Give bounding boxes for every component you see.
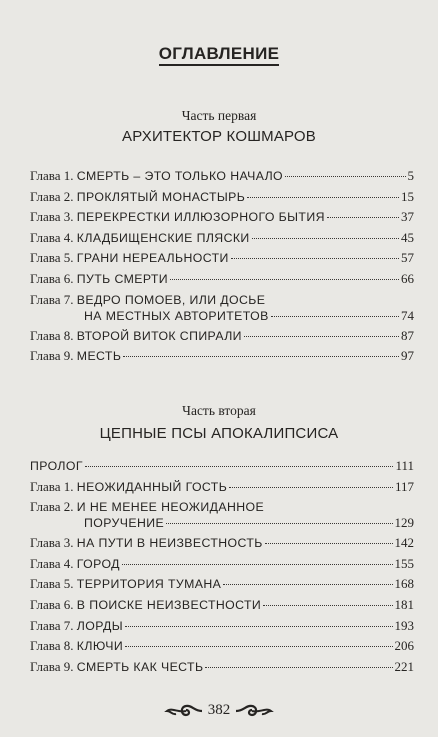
page-ref: 129 [394,515,414,531]
page-title: ОГЛАВЛЕНИЕ [0,44,438,64]
toc-entry [30,657,414,678]
dot-leader [327,217,399,218]
chapter-title: СМЕРТЬ КАК ЧЕСТЬ [76,659,204,674]
dot-leader [285,176,405,177]
dot-leader [125,646,392,647]
chapter-title: ПРОЛОГ [30,459,83,473]
chapter-title-continued: ПОРУЧЕНИЕ [84,516,165,531]
dot-leader [265,543,393,544]
toc-entry-line [30,554,414,575]
page-number: 382 [207,702,231,718]
toc-entry-line [30,248,414,269]
page-ref: 117 [394,478,414,494]
page-ref: 181 [394,596,414,612]
chapter-title: ГОРОД [76,556,120,571]
chapter-number: Глава 6. [30,270,74,286]
toc-entry [30,554,414,575]
dot-leader [123,356,399,357]
chapter-number: Глава 7. [30,291,74,307]
toc-entry [30,477,414,498]
chapter-title: ПРОКЛЯТЫЙ МОНАСТЫРЬ [76,189,246,204]
page-footer [0,702,438,719]
chapter-title: ПУТЬ СМЕРТИ [76,271,169,286]
page-ref: 37 [401,209,414,225]
chapter-number: Глава 4. [30,555,74,571]
toc-entry [30,326,414,347]
chapter-number: Глава 7. [30,617,74,633]
toc-entry-line [30,326,414,347]
chapter-number: Глава 8. [30,327,74,343]
chapter-number: Глава 6. [30,596,74,612]
dot-leader [229,487,393,488]
toc-entry [30,228,414,249]
toc-entry-line [30,456,414,477]
toc-entry [30,636,414,657]
dot-leader [85,466,394,467]
toc-entry-line [30,477,414,498]
page-ref: 142 [394,535,414,551]
page-ref: 155 [394,555,414,571]
chapter-title: ВЕДРО ПОМОЕВ, ИЛИ ДОСЬЕ [76,292,266,307]
dot-leader [166,523,392,524]
page-ref: 97 [401,348,414,364]
toc-entry-line [30,636,414,657]
toc-entry-line [30,595,414,616]
chapter-title: ТЕРРИТОРИЯ ТУМАНА [76,577,222,592]
part-1-label: Часть первая [181,108,257,123]
toc-entry [30,497,414,533]
toc-entry [30,346,414,367]
chapter-title-continued: НА МЕСТНЫХ АВТОРИТЕТОВ [84,308,269,323]
chapter-number: Глава 1. [30,478,74,494]
scroll-ornament-left-icon [164,703,204,719]
page-ref: 74 [401,307,414,323]
toc-entry-line [30,207,414,228]
toc-part-1 [30,166,414,367]
dot-leader [223,584,392,585]
dot-leader [252,238,399,239]
toc-entry [30,187,414,208]
chapter-number: Глава 3. [30,209,74,225]
page-ref: 206 [394,638,414,654]
toc-entry-line [30,574,414,595]
chapter-number: Глава 4. [30,229,74,245]
dot-leader [263,605,392,606]
toc-entry [30,207,414,228]
toc-entry-line-2 [30,513,414,534]
page-ref: 168 [394,576,414,592]
toc-entry-line [30,616,414,637]
dot-leader [205,667,392,668]
chapter-number: Глава 1. [30,168,74,183]
page-ref: 45 [401,229,414,245]
part-2-label: Часть вторая [182,403,256,418]
dot-leader [125,626,392,627]
toc-entry-line [30,228,414,249]
chapter-number: Глава 2. [30,499,74,515]
page-ref: 5 [407,168,414,183]
page-ref: 111 [395,458,414,473]
chapter-title: КЛАДБИЩЕНСКИЕ ПЛЯСКИ [76,230,250,245]
chapter-title: ПЕРЕКРЕСТКИ ИЛЛЮЗОРНОГО БЫТИЯ [76,210,325,225]
chapter-number: Глава 8. [30,638,74,654]
dot-leader [170,279,399,280]
chapter-title: ЛОРДЫ [76,618,124,633]
dot-leader [231,258,399,259]
chapter-number: Глава 9. [30,658,74,674]
chapter-title: НА ПУТИ В НЕИЗВЕСТНОСТЬ [76,536,263,551]
toc-entry [30,595,414,616]
chapter-title: ГРАНИ НЕРЕАЛЬНОСТИ [76,251,229,266]
page-ref: 87 [401,327,414,343]
chapter-title: ВТОРОЙ ВИТОК СПИРАЛИ [76,328,242,343]
dot-leader [247,197,399,198]
toc-entry [30,269,414,290]
page-ref: 221 [394,658,414,674]
toc-entry-line [30,269,414,290]
chapter-title: МЕСТЬ [76,349,122,364]
page-ref: 15 [401,188,414,204]
scroll-ornament-right-icon [234,703,274,719]
chapter-number: Глава 5. [30,576,74,592]
toc-entry [30,290,414,326]
toc-entry [30,166,414,187]
chapter-number: Глава 9. [30,348,74,364]
part-1-title: АРХИТЕКТОР КОШМАРОВ [122,128,316,145]
toc-entry [30,616,414,637]
toc-entry [30,574,414,595]
toc-entry-line [30,533,414,554]
toc-entry-line [30,166,414,187]
chapter-title: В ПОИСКЕ НЕИЗВЕСТНОСТИ [76,597,262,612]
dot-leader [271,316,399,317]
page-ref: 57 [401,250,414,266]
chapter-title: СМЕРТЬ – ЭТО ТОЛЬКО НАЧАЛО [76,169,284,183]
page-ref: 193 [394,617,414,633]
chapter-number: Глава 3. [30,535,74,551]
chapter-title: КЛЮЧИ [76,639,124,654]
toc-entry [30,533,414,554]
page-ref: 66 [401,270,414,286]
dot-leader [244,336,399,337]
chapter-title: НЕОЖИДАННЫЙ ГОСТЬ [76,479,228,494]
toc-entry [30,248,414,269]
dot-leader [122,564,393,565]
toc-entry-line [30,346,414,367]
part-2-title: ЦЕПНЫЕ ПСЫ АПОКАЛИПСИСА [99,425,339,442]
toc-entry-line [30,187,414,208]
chapter-number: Глава 5. [30,250,74,266]
toc-entry-line-2 [30,306,414,327]
toc-entry [30,456,414,477]
chapter-title: И НЕ МЕНЕЕ НЕОЖИДАННОЕ [76,500,265,515]
toc-entry-line [30,657,414,678]
chapter-number: Глава 2. [30,188,74,204]
toc-part-2 [30,456,414,677]
